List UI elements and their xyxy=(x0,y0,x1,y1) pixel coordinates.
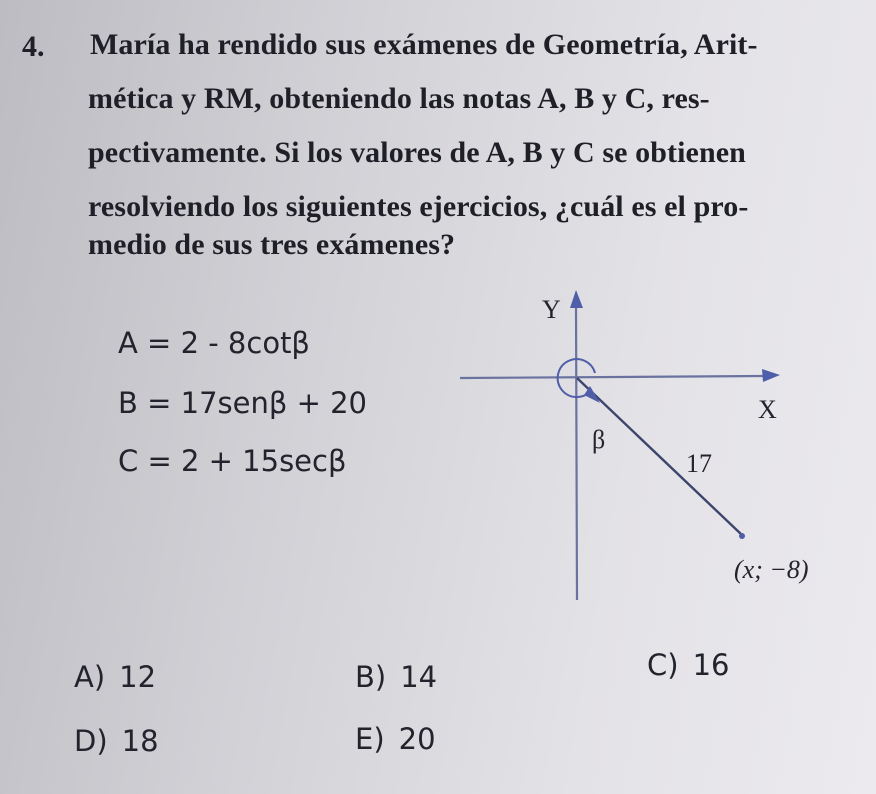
equation-a: A = 2 - 8cotβ xyxy=(118,326,310,360)
terminal-point xyxy=(739,533,745,539)
angle-label: β xyxy=(592,425,606,454)
option-letter: C) xyxy=(647,648,679,682)
x-axis-label: X xyxy=(758,395,777,424)
option-letter: B) xyxy=(355,660,387,694)
option-value: 12 xyxy=(119,660,157,694)
equation-b: B = 17senβ + 20 xyxy=(118,386,368,420)
option-letter: A) xyxy=(74,660,106,694)
statement-line: mética y RM, obteniendo las notas A, B y C, res- xyxy=(88,82,710,115)
x-axis xyxy=(460,376,765,378)
option-value: 18 xyxy=(121,724,159,758)
coordinate-diagram xyxy=(440,270,840,600)
option-value: 20 xyxy=(398,722,436,756)
y-axis-label: Y xyxy=(542,295,561,324)
statement-line: María ha rendido sus exámenes de Geometría, Arit- xyxy=(90,28,758,61)
option-b[interactable] xyxy=(355,660,437,694)
statement-line: resolviendo los siguientes ejercicios, ¿cuál es el pro- xyxy=(88,190,749,223)
option-letter: E) xyxy=(355,722,385,756)
terminal-ray xyxy=(577,378,742,535)
option-d[interactable] xyxy=(74,724,159,758)
segment-length-label: 17 xyxy=(686,449,712,478)
option-e[interactable] xyxy=(355,722,436,756)
option-value: 14 xyxy=(400,660,438,694)
option-a[interactable] xyxy=(74,660,156,694)
y-axis-arrowhead xyxy=(570,290,583,308)
y-axis xyxy=(576,304,577,600)
statement-line: pectivamente. Si los valores de A, B y C se obtienen xyxy=(88,136,746,169)
statement-line: medio de sus tres exámenes? xyxy=(88,228,456,261)
problem-number: 4. xyxy=(22,30,45,63)
option-letter: D) xyxy=(74,724,108,758)
point-label: (x; −8) xyxy=(734,555,809,584)
option-value: 16 xyxy=(692,648,730,682)
option-c[interactable] xyxy=(647,648,729,682)
x-axis-arrowhead xyxy=(762,369,780,382)
equation-c: C = 2 + 15secβ xyxy=(118,444,347,478)
